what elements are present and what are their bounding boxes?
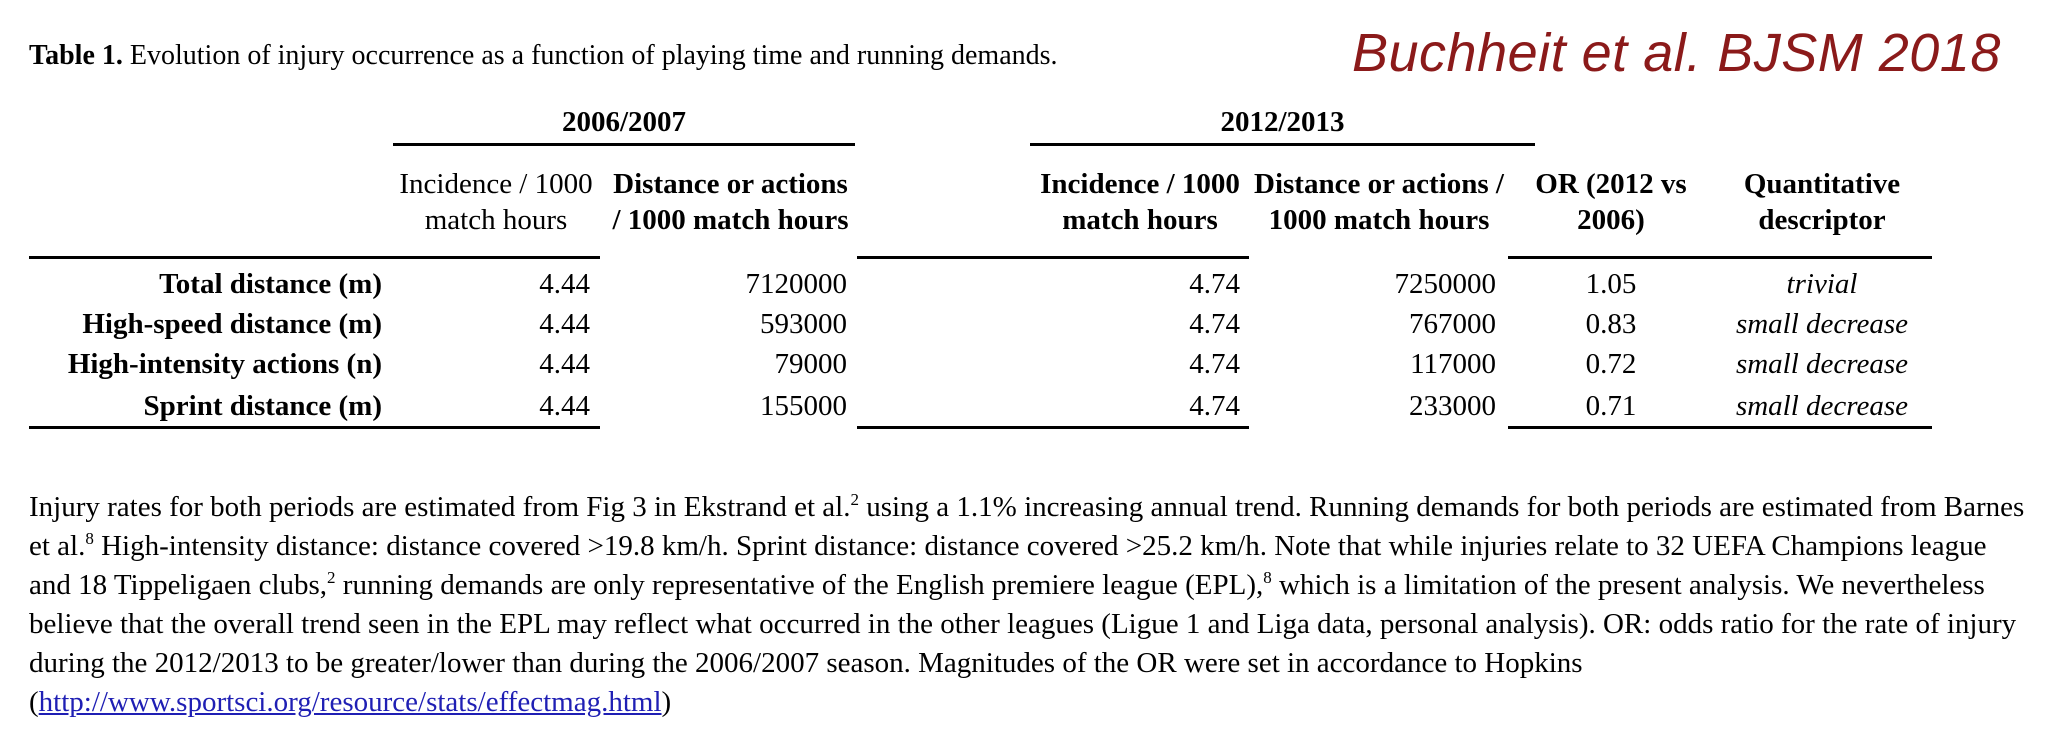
cell-distance-2006: 79000 [774, 348, 847, 380]
cell-descriptor: trivial [1786, 268, 1858, 300]
header-quantitative-descriptor: Quantitative descriptor [1743, 168, 1901, 236]
table-footnote [29, 488, 2029, 722]
row-label: Sprint distance (m) [143, 390, 382, 422]
note-superscript: 2 [850, 490, 859, 509]
note-superscript: 2 [327, 568, 336, 587]
note-text: High-intensity distance: distance covered >19.8 km/h. Sprint distance: distance covered >25.2 km/h. Note that while injuries relate to 32 UEFA Champions league and 18 Tippeligaen clubs, [29, 530, 1987, 601]
note-superscript: 8 [1263, 568, 1272, 587]
header-incidence-2012: Incidence / 1000 match hours [1040, 168, 1240, 236]
note-text: running demands are only representative of the English premiere league (EPL), [335, 569, 1264, 601]
cell-incidence-2012: 4.74 [1189, 268, 1240, 300]
cell-descriptor: small decrease [1735, 390, 1909, 422]
note-text: which is a limitation of the present analysis. We nevertheless believe that the overall trend seen in the EPL may reflect what occurred in the other leagues (Ligue 1 and Liga data, personal analysis). OR: odds ratio for the rate of injury during the 2012/2013 to be greater/lower than during the 2006/2007 season. Magnitudes of the OR were set in accordance to Hopkins ( [29, 569, 2017, 718]
cell-descriptor: small decrease [1735, 348, 1909, 380]
note-text: using a 1.1% increasing annual trend. Running demands for both periods are estimated from Barnes et al. [29, 491, 2025, 562]
header-distance-2012: Distance or actions / 1000 match hours [1254, 168, 1504, 236]
table-caption [29, 40, 1058, 72]
cell-distance-2006: 593000 [760, 308, 847, 340]
cell-incidence-2012: 4.74 [1189, 308, 1240, 340]
cell-incidence-2012: 4.74 [1189, 390, 1240, 422]
note-text: Injury rates for both periods are estimated from Fig 3 in Ekstrand et al. [29, 491, 851, 523]
cell-odds-ratio: 0.72 [1585, 348, 1637, 380]
bottom-rule-right [1508, 426, 1932, 429]
cell-odds-ratio: 0.83 [1585, 308, 1637, 340]
row-label: High-speed distance (m) [82, 308, 382, 340]
cell-incidence-2006: 4.44 [539, 268, 590, 300]
note-superscript: 8 [85, 529, 94, 548]
cell-descriptor: small decrease [1735, 308, 1909, 340]
bottom-rule-left [29, 426, 600, 429]
bottom-rule-middle [857, 426, 1249, 429]
cell-distance-2012: 233000 [1409, 390, 1496, 422]
header-rule-left [29, 256, 600, 259]
note-text: ) [661, 686, 672, 718]
cell-distance-2012: 117000 [1410, 348, 1496, 380]
row-label: Total distance (m) [159, 268, 382, 300]
period-header-2006: 2006/2007 [561, 106, 687, 138]
caption-label: Table 1. [29, 40, 123, 71]
cell-distance-2006: 7120000 [745, 268, 847, 300]
cell-incidence-2006: 4.44 [539, 348, 590, 380]
period-header-2012: 2012/2013 [1220, 106, 1345, 138]
header-rule-right [1508, 256, 1932, 259]
cell-distance-2006: 155000 [760, 390, 847, 422]
cell-incidence-2006: 4.44 [539, 308, 590, 340]
citation-watermark: Buchheit et al. BJSM 2018 [1352, 23, 2001, 83]
cell-distance-2012: 7250000 [1394, 268, 1496, 300]
cell-odds-ratio: 1.05 [1585, 268, 1637, 300]
hopkins-link[interactable]: http://www.sportsci.org/resource/stats/effectmag.html [38, 686, 662, 718]
cell-odds-ratio: 0.71 [1585, 390, 1637, 422]
header-incidence-2006: Incidence / 1000 match hours [399, 168, 593, 236]
caption-text: Evolution of injury occurrence as a function of playing time and running demands. [122, 40, 1058, 71]
row-label: High-intensity actions (n) [67, 348, 382, 380]
header-rule-middle [857, 256, 1249, 259]
period-2012-rule [1030, 143, 1535, 146]
period-2006-rule [393, 143, 855, 146]
cell-distance-2012: 767000 [1409, 308, 1496, 340]
header-distance-2006: Distance or actions / 1000 match hours [612, 168, 849, 236]
cell-incidence-2006: 4.44 [539, 390, 590, 422]
header-odds-ratio: OR (2012 vs 2006) [1535, 168, 1687, 236]
cell-incidence-2012: 4.74 [1189, 348, 1240, 380]
